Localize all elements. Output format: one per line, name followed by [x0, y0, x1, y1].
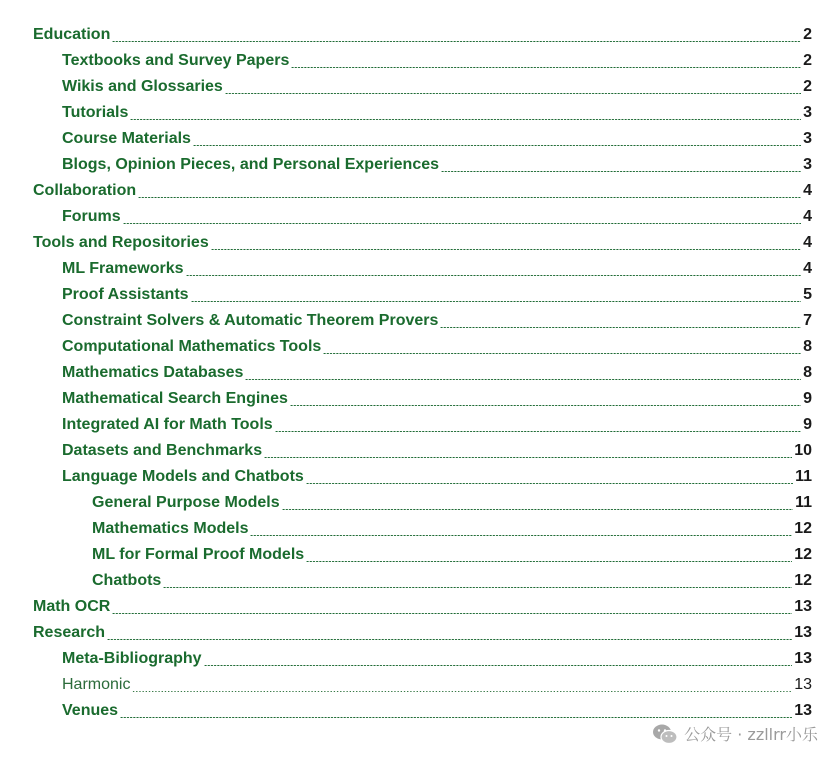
toc-page-number: 4 [803, 234, 812, 251]
toc-dot-leader [204, 665, 793, 666]
toc-dot-leader [107, 639, 792, 640]
toc-entry[interactable] [0, 21, 840, 47]
toc-entry-title[interactable]: Tutorials [62, 104, 129, 121]
toc-page-number: 13 [794, 650, 812, 667]
toc-dot-leader [290, 405, 801, 406]
toc-entry-title[interactable]: Textbooks and Survey Papers [62, 52, 290, 69]
watermark [652, 722, 818, 745]
toc-page-number: 12 [794, 572, 812, 589]
toc-page-number: 3 [803, 104, 812, 121]
toc-page-number: 9 [803, 390, 812, 407]
toc-entry[interactable] [0, 73, 840, 99]
toc-entry-title[interactable]: Language Models and Chatbots [62, 468, 304, 485]
toc-dot-leader [306, 483, 793, 484]
toc-page-number: 13 [794, 676, 812, 693]
toc-entry[interactable] [0, 151, 840, 177]
toc-page-number: 4 [803, 182, 812, 199]
toc-dot-leader [306, 561, 792, 562]
toc-entry-title[interactable]: General Purpose Models [92, 494, 280, 511]
toc-entry[interactable] [0, 281, 840, 307]
toc-entry-title[interactable]: Math OCR [33, 598, 111, 615]
toc-dot-leader [264, 457, 792, 458]
toc-entry-title[interactable]: Chatbots [92, 572, 162, 589]
toc-entry[interactable] [0, 333, 840, 359]
toc-entry[interactable] [0, 697, 840, 723]
toc-entry[interactable] [0, 385, 840, 411]
toc-entry[interactable] [0, 541, 840, 567]
toc-page-number: 13 [794, 702, 812, 719]
toc-page-number: 8 [803, 364, 812, 381]
toc-entry[interactable] [0, 307, 840, 333]
toc-dot-leader [123, 223, 801, 224]
toc-entry[interactable] [0, 177, 840, 203]
toc-dot-leader [440, 327, 801, 328]
toc-page-number: 10 [794, 442, 812, 459]
toc-page-number: 3 [803, 156, 812, 173]
toc-entry[interactable] [0, 645, 840, 671]
toc-entry[interactable] [0, 359, 840, 385]
toc-entry-title[interactable]: Harmonic [62, 676, 131, 693]
toc-dot-leader [163, 587, 792, 588]
toc-dot-leader [275, 431, 801, 432]
toc-entry[interactable] [0, 255, 840, 281]
toc-page-number: 12 [794, 546, 812, 563]
toc-dot-leader [120, 717, 792, 718]
toc-entry-title[interactable]: Meta-Bibliography [62, 650, 202, 667]
toc-dot-leader [225, 93, 801, 94]
toc-entry-title[interactable]: Collaboration [33, 182, 137, 199]
toc-dot-leader [112, 613, 792, 614]
toc-entry[interactable] [0, 411, 840, 437]
toc-dot-leader [282, 509, 793, 510]
toc-entry-title[interactable]: ML for Formal Proof Models [92, 546, 305, 563]
toc-entry-title[interactable]: Wikis and Glossaries [62, 78, 223, 95]
table-of-contents [0, 21, 840, 723]
toc-entry[interactable] [0, 515, 840, 541]
toc-entry[interactable] [0, 489, 840, 515]
toc-dot-leader [291, 67, 801, 68]
toc-page-number: 4 [803, 208, 812, 225]
toc-entry-title[interactable]: Constraint Solvers & Automatic Theorem Provers [62, 312, 439, 329]
toc-entry[interactable] [0, 463, 840, 489]
toc-entry-title[interactable]: Mathematics Models [92, 520, 249, 537]
toc-entry[interactable] [0, 99, 840, 125]
toc-entry-title[interactable]: Course Materials [62, 130, 191, 147]
wechat-icon [652, 723, 678, 745]
watermark-text: 公众号 · zzllrr小乐 [684, 725, 818, 744]
toc-entry[interactable] [0, 567, 840, 593]
toc-dot-leader [193, 145, 801, 146]
toc-page-number: 13 [794, 624, 812, 641]
toc-page-number: 8 [803, 338, 812, 355]
toc-dot-leader [441, 171, 801, 172]
toc-dot-leader [132, 691, 792, 692]
toc-page-number: 2 [803, 52, 812, 69]
toc-entry[interactable] [0, 437, 840, 463]
toc-entry-title[interactable]: Forums [62, 208, 121, 225]
toc-entry[interactable] [0, 671, 840, 697]
toc-entry[interactable] [0, 125, 840, 151]
toc-page-number: 4 [803, 260, 812, 277]
toc-page-number: 2 [803, 26, 812, 43]
toc-entry[interactable] [0, 619, 840, 645]
toc-page-number: 9 [803, 416, 812, 433]
toc-page-number: 13 [794, 598, 812, 615]
toc-page-number: 11 [795, 494, 812, 511]
toc-page-number: 2 [803, 78, 812, 95]
toc-entry-title[interactable]: Mathematical Search Engines [62, 390, 288, 407]
toc-page-number: 11 [795, 468, 812, 485]
toc-entry-title[interactable]: ML Frameworks [62, 260, 184, 277]
toc-entry-title[interactable]: Computational Mathematics Tools [62, 338, 322, 355]
toc-entry-title[interactable]: Research [33, 624, 106, 641]
toc-page-number: 3 [803, 130, 812, 147]
toc-dot-leader [211, 249, 801, 250]
toc-entry[interactable] [0, 203, 840, 229]
toc-entry[interactable] [0, 593, 840, 619]
toc-dot-leader [250, 535, 792, 536]
toc-dot-leader [245, 379, 801, 380]
toc-dot-leader [130, 119, 801, 120]
toc-dot-leader [191, 301, 802, 302]
toc-entry[interactable] [0, 47, 840, 73]
toc-entry-title[interactable]: Venues [62, 702, 119, 719]
toc-entry-title[interactable]: Integrated AI for Math Tools [62, 416, 273, 433]
toc-entry-title[interactable]: Mathematics Databases [62, 364, 244, 381]
toc-dot-leader [112, 41, 801, 42]
toc-page-number: 5 [803, 286, 812, 303]
toc-dot-leader [138, 197, 801, 198]
toc-entry-title[interactable]: Education [33, 26, 111, 43]
toc-page-number: 12 [794, 520, 812, 537]
toc-page-number: 7 [803, 312, 812, 329]
toc-entry-title[interactable]: Proof Assistants [62, 286, 189, 303]
toc-entry[interactable] [0, 229, 840, 255]
toc-entry-title[interactable]: Tools and Repositories [33, 234, 209, 251]
toc-entry-title[interactable]: Datasets and Benchmarks [62, 442, 263, 459]
toc-dot-leader [186, 275, 802, 276]
toc-dot-leader [323, 353, 801, 354]
toc-entry-title[interactable]: Blogs, Opinion Pieces, and Personal Experiences [62, 156, 440, 173]
